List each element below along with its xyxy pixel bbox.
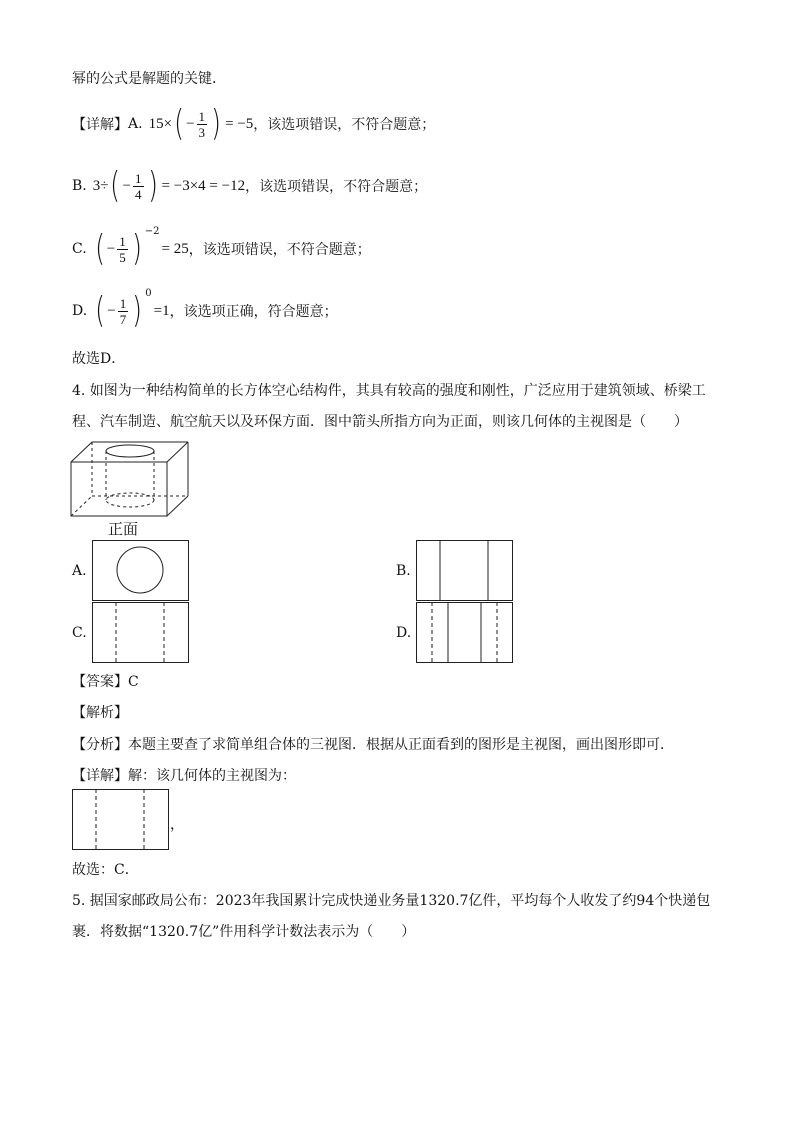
math-sign: − — [186, 115, 195, 132]
q3-option-a: 【详解】 A. 15× ( − $\frac{1}{3}$ ) = −5 ，该选项错误，不符合题意； — [72, 103, 436, 144]
exponent: 0 — [145, 287, 152, 299]
q3-conclusion: 故选D． — [72, 351, 126, 367]
fraction: $\frac{1}{7}$ — [119, 295, 127, 327]
solution-figure — [72, 789, 169, 850]
fraction: $\frac{1}{5}$ — [119, 233, 126, 265]
q5-text-line2: 裹．将数据“1320.7亿”件用科学计数法表示为（ ） — [72, 924, 416, 940]
comment: ，该选项错误，不符合题意； — [188, 242, 371, 258]
option-c-label: C. — [72, 625, 87, 641]
q3-option-b: B. 3÷ ( − $\frac{1}{4}$ ) = −3×4 = −12 ，该选项错误，不符合题意； — [72, 165, 428, 206]
option-a-label: A. — [72, 563, 87, 579]
comment: ，该选项错误，不符合题意； — [245, 179, 428, 195]
fraction: $\frac{1}{3}$ — [198, 108, 206, 140]
intro-line: 幂的公式是解题的关键． — [72, 71, 226, 87]
math-sign: − — [122, 177, 131, 194]
figure-caption: 正面 — [108, 520, 139, 538]
math-sign: − — [107, 302, 116, 319]
answer: 【答案】C — [72, 674, 139, 690]
q4-conclusion: 故选：C． — [72, 862, 139, 878]
math-expr: 3÷ — [92, 177, 109, 194]
q3-option-c: C. ( − $\frac{1}{5}$ ) −2 = 25 ，该选项错误，不符合题意； — [72, 225, 371, 269]
analysis-text: 【分析】本题主要查了求简单组合体的三视图．根据从正面看到的图形是主视图，画出图形即可． — [72, 737, 674, 753]
q5-text-line1: 5. 据国家邮政局公布：2023年我国累计完成快递业务量1320.7亿件，平均每个人收发了约94个快递包 — [72, 893, 711, 909]
option-b-figure — [416, 540, 513, 601]
math-expr: = 25 — [161, 240, 189, 257]
q4-text-line2: 程、汽车制造、航空航天以及环保方面．图中箭头所指方向为正面，则该几何体的主视图是（ ） — [72, 414, 688, 430]
exponent: −2 — [144, 225, 160, 237]
q4-text-line1: 4. 如图为一种结构简单的长方体空心结构件，其具有较高的强度和刚性，广泛应用于建筑领域、桥梁工 — [72, 383, 706, 399]
math-expr: =1 — [153, 302, 170, 319]
q3-option-d: D. ( − $\frac{1}{7}$ ) 0 =1 ，该选项正确，符合题意； — [72, 287, 338, 331]
comment: ，该选项错误，不符合题意； — [253, 117, 436, 133]
option-label: A. — [128, 116, 143, 132]
option-c-figure — [92, 602, 189, 663]
option-d-label: D. — [396, 625, 412, 641]
detail-text: 【详解】解：该几何体的主视图为： — [72, 768, 296, 784]
option-d-figure — [416, 602, 513, 663]
option-a-figure — [92, 540, 189, 601]
cuboid-figure — [70, 440, 192, 520]
detail-comma: ， — [170, 817, 184, 833]
detail-tag: 【详解】 — [72, 117, 128, 133]
comment: ，该选项正确，符合题意； — [169, 304, 338, 320]
fraction: $\frac{1}{4}$ — [135, 170, 142, 202]
option-label: C. — [72, 241, 87, 257]
analysis-tag: 【解析】 — [72, 705, 128, 721]
math-sign: − — [106, 240, 116, 257]
math-expr: 15× — [148, 115, 173, 132]
option-label: D. — [72, 303, 88, 319]
math-expr: = −3×4 = −12 — [161, 177, 246, 194]
math-expr: = −5 — [225, 115, 254, 132]
option-label: B. — [72, 178, 87, 194]
option-b-label: B. — [396, 563, 411, 579]
